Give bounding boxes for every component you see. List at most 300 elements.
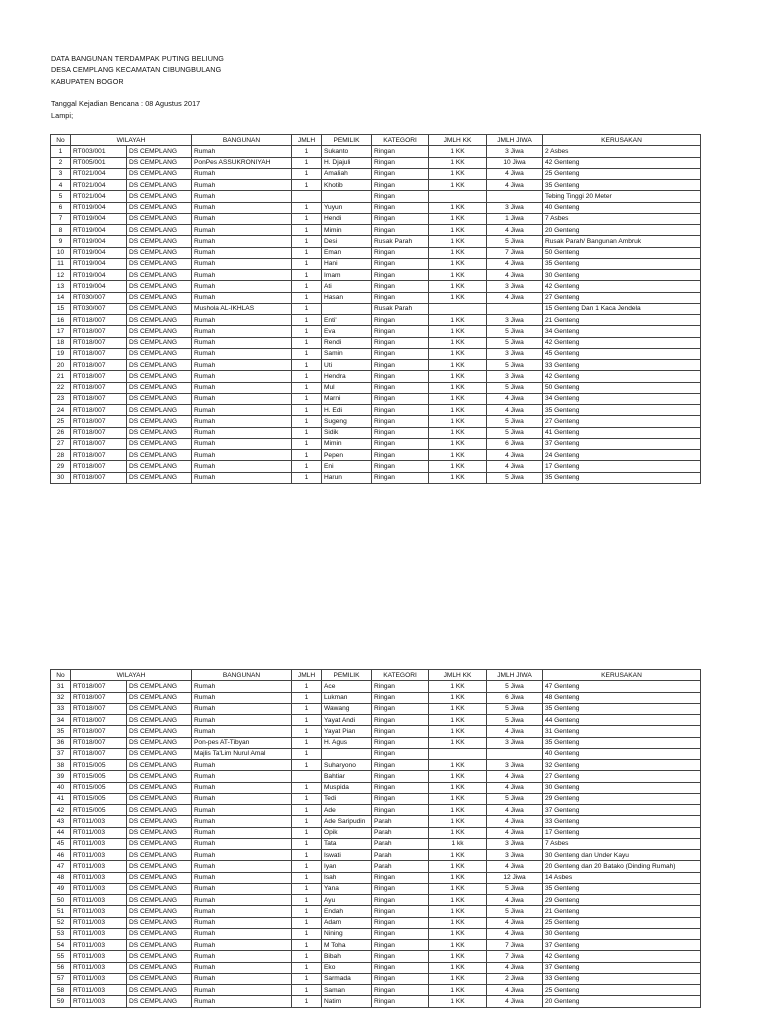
cell-jmlh-kk: 1 KK (429, 292, 487, 303)
cell-jmlh-kk: 1 KK (429, 928, 487, 939)
cell-desa: DS CEMPLANG (127, 850, 192, 861)
col-no: No (51, 670, 71, 681)
cell-pemilik: Marni (322, 393, 372, 404)
cell-desa: DS CEMPLANG (127, 337, 192, 348)
cell-kategori: Ringan (372, 270, 429, 281)
cell-kategori: Ringan (372, 681, 429, 692)
cell-kerusakan: 35 Genteng (543, 883, 701, 894)
table-row (51, 703, 701, 714)
cell-jmlh-kk: 1 KK (429, 816, 487, 827)
cell-jmlh-kk: 1 KK (429, 962, 487, 973)
cell-bangunan: Rumah (192, 703, 292, 714)
cell-no: 48 (51, 872, 71, 883)
cell-kerusakan: 33 Genteng (543, 973, 701, 984)
cell-pemilik: Yana (322, 883, 372, 894)
cell-desa: DS CEMPLANG (127, 940, 192, 951)
cell-kerusakan: 27 Genteng (543, 771, 701, 782)
cell-no: 10 (51, 247, 71, 258)
cell-desa: DS CEMPLANG (127, 793, 192, 804)
cell-desa: DS CEMPLANG (127, 438, 192, 449)
cell-no: 32 (51, 692, 71, 703)
cell-desa: DS CEMPLANG (127, 895, 192, 906)
table-row (51, 416, 701, 427)
cell-jmlh-kk: 1 KK (429, 337, 487, 348)
cell-no: 1 (51, 146, 71, 157)
cell-no: 34 (51, 715, 71, 726)
cell-rt-rw: RT018/007 (71, 715, 127, 726)
cell-pemilik: Tata (322, 838, 372, 849)
cell-rt-rw: RT011/003 (71, 940, 127, 951)
cell-kerusakan: 32 Genteng (543, 760, 701, 771)
cell-desa: DS CEMPLANG (127, 737, 192, 748)
cell-jmlh-jiwa: 4 Jiwa (487, 985, 543, 996)
cell-rt-rw: RT019/004 (71, 270, 127, 281)
cell-bangunan: Rumah (192, 472, 292, 483)
cell-kategori: Ringan (372, 281, 429, 292)
cell-desa: DS CEMPLANG (127, 838, 192, 849)
cell-rt-rw: RT011/003 (71, 951, 127, 962)
cell-bangunan: Rumah (192, 928, 292, 939)
cell-desa: DS CEMPLANG (127, 191, 192, 202)
cell-pemilik: Mul (322, 382, 372, 393)
cell-kategori: Rusak Parah (372, 303, 429, 314)
cell-rt-rw: RT018/007 (71, 371, 127, 382)
cell-desa: DS CEMPLANG (127, 827, 192, 838)
cell-jmlh: 1 (292, 962, 322, 973)
cell-no: 17 (51, 326, 71, 337)
cell-pemilik: Hendra (322, 371, 372, 382)
cell-kategori: Ringan (372, 962, 429, 973)
cell-jmlh-kk: 1 KK (429, 895, 487, 906)
cell-jmlh-jiwa: 7 Jiwa (487, 247, 543, 258)
cell-jmlh-kk: 1 KK (429, 146, 487, 157)
cell-jmlh-jiwa: 4 Jiwa (487, 805, 543, 816)
cell-desa: DS CEMPLANG (127, 782, 192, 793)
cell-rt-rw: RT019/004 (71, 281, 127, 292)
cell-kategori: Ringan (372, 225, 429, 236)
cell-pemilik: Ade Saripudin (322, 816, 372, 827)
cell-jmlh-kk: 1 KK (429, 270, 487, 281)
cell-jmlh: 1 (292, 692, 322, 703)
cell-pemilik: Mimin (322, 438, 372, 449)
cell-rt-rw: RT019/004 (71, 247, 127, 258)
cell-pemilik: Yayat Andi (322, 715, 372, 726)
cell-jmlh-kk: 1 KK (429, 737, 487, 748)
cell-pemilik (322, 303, 372, 314)
cell-bangunan: Rumah (192, 850, 292, 861)
cell-jmlh: 1 (292, 461, 322, 472)
cell-kategori: Ringan (372, 326, 429, 337)
cell-kategori: Ringan (372, 247, 429, 258)
cell-no: 40 (51, 782, 71, 793)
table-row (51, 281, 701, 292)
cell-kerusakan: 25 Genteng (543, 985, 701, 996)
cell-pemilik: Saman (322, 985, 372, 996)
cell-kategori: Ringan (372, 157, 429, 168)
cell-jmlh-jiwa: 6 Jiwa (487, 438, 543, 449)
cell-desa: DS CEMPLANG (127, 326, 192, 337)
cell-kategori: Ringan (372, 996, 429, 1007)
cell-no: 46 (51, 850, 71, 861)
cell-jmlh: 1 (292, 872, 322, 883)
cell-jmlh: 1 (292, 258, 322, 269)
cell-pemilik: Adam (322, 917, 372, 928)
cell-jmlh-kk: 1 KK (429, 427, 487, 438)
cell-kategori: Ringan (372, 348, 429, 359)
cell-desa: DS CEMPLANG (127, 303, 192, 314)
cell-jmlh: 1 (292, 883, 322, 894)
cell-jmlh-kk: 1 KK (429, 793, 487, 804)
cell-jmlh: 1 (292, 371, 322, 382)
table-row (51, 450, 701, 461)
col-jmlh-jiwa: JMLH JIWA (487, 135, 543, 146)
cell-jmlh-kk: 1 KK (429, 281, 487, 292)
cell-kategori: Ringan (372, 737, 429, 748)
cell-kerusakan: Rusak Parah/ Bangunan Ambruk (543, 236, 701, 247)
cell-kerusakan: 30 Genteng (543, 928, 701, 939)
cell-no: 35 (51, 726, 71, 737)
cell-jmlh-kk: 1 KK (429, 782, 487, 793)
cell-desa: DS CEMPLANG (127, 928, 192, 939)
cell-jmlh-jiwa: 5 Jiwa (487, 337, 543, 348)
cell-bangunan: Rumah (192, 258, 292, 269)
cell-jmlh-jiwa: 3 Jiwa (487, 737, 543, 748)
cell-rt-rw: RT011/003 (71, 838, 127, 849)
cell-kerusakan: 27 Genteng (543, 292, 701, 303)
cell-jmlh: 1 (292, 703, 322, 714)
cell-desa: DS CEMPLANG (127, 816, 192, 827)
cell-jmlh: 1 (292, 782, 322, 793)
cell-bangunan: Rumah (192, 827, 292, 838)
cell-rt-rw: RT011/003 (71, 861, 127, 872)
cell-rt-rw: RT011/003 (71, 883, 127, 894)
cell-jmlh: 1 (292, 393, 322, 404)
cell-bangunan: Rumah (192, 427, 292, 438)
cell-jmlh: 1 (292, 292, 322, 303)
cell-jmlh: 1 (292, 951, 322, 962)
cell-kerusakan: 7 Asbes (543, 838, 701, 849)
cell-jmlh-jiwa: 4 Jiwa (487, 168, 543, 179)
cell-jmlh-jiwa: 4 Jiwa (487, 461, 543, 472)
cell-jmlh: 1 (292, 438, 322, 449)
cell-kerusakan: 29 Genteng (543, 895, 701, 906)
cell-jmlh-kk: 1 KK (429, 771, 487, 782)
cell-jmlh: 1 (292, 861, 322, 872)
cell-bangunan: Rumah (192, 996, 292, 1007)
cell-jmlh: 1 (292, 715, 322, 726)
cell-jmlh-jiwa: 3 Jiwa (487, 315, 543, 326)
cell-jmlh-kk: 1 KK (429, 258, 487, 269)
cell-jmlh: 1 (292, 270, 322, 281)
cell-desa: DS CEMPLANG (127, 962, 192, 973)
table-row (51, 371, 701, 382)
cell-kategori: Ringan (372, 180, 429, 191)
cell-no: 54 (51, 940, 71, 951)
cell-rt-rw: RT015/005 (71, 782, 127, 793)
cell-desa: DS CEMPLANG (127, 985, 192, 996)
cell-no: 29 (51, 461, 71, 472)
cell-jmlh-jiwa: 3 Jiwa (487, 850, 543, 861)
cell-jmlh-kk: 1 KK (429, 692, 487, 703)
cell-no: 55 (51, 951, 71, 962)
cell-bangunan: Rumah (192, 247, 292, 258)
col-jmlh: JMLH (292, 670, 322, 681)
table-row (51, 748, 701, 759)
cell-jmlh-jiwa: 5 Jiwa (487, 427, 543, 438)
cell-no: 56 (51, 962, 71, 973)
cell-kerusakan: 35 Genteng (543, 405, 701, 416)
cell-rt-rw: RT011/003 (71, 973, 127, 984)
cell-desa: DS CEMPLANG (127, 906, 192, 917)
cell-pemilik: M Toha (322, 940, 372, 951)
table-row (51, 180, 701, 191)
cell-pemilik: Ade (322, 805, 372, 816)
cell-jmlh-jiwa: 5 Jiwa (487, 883, 543, 894)
cell-pemilik: Sukanto (322, 146, 372, 157)
table-row (51, 951, 701, 962)
cell-kerusakan: 17 Genteng (543, 461, 701, 472)
cell-bangunan: Rumah (192, 985, 292, 996)
cell-kategori: Ringan (372, 973, 429, 984)
cell-bangunan: Rumah (192, 782, 292, 793)
cell-jmlh-jiwa: 4 Jiwa (487, 225, 543, 236)
cell-no: 42 (51, 805, 71, 816)
cell-jmlh: 1 (292, 472, 322, 483)
cell-bangunan: Rumah (192, 940, 292, 951)
cell-jmlh: 1 (292, 146, 322, 157)
cell-kategori: Ringan (372, 771, 429, 782)
cell-desa: DS CEMPLANG (127, 360, 192, 371)
cell-no: 23 (51, 393, 71, 404)
cell-rt-rw: RT018/007 (71, 405, 127, 416)
cell-pemilik: Nining (322, 928, 372, 939)
table-row (51, 715, 701, 726)
cell-rt-rw: RT018/007 (71, 472, 127, 483)
cell-jmlh: 1 (292, 168, 322, 179)
cell-jmlh-jiwa: 4 Jiwa (487, 861, 543, 872)
cell-no: 33 (51, 703, 71, 714)
cell-bangunan: Rumah (192, 805, 292, 816)
cell-jmlh-jiwa: 5 Jiwa (487, 681, 543, 692)
cell-jmlh-jiwa: 5 Jiwa (487, 236, 543, 247)
cell-rt-rw: RT018/007 (71, 692, 127, 703)
title-line-2: DESA CEMPLANG KECAMATAN CIBUNGBULANG (51, 65, 222, 75)
cell-no: 7 (51, 213, 71, 224)
cell-pemilik: Endah (322, 906, 372, 917)
table-row (51, 337, 701, 348)
cell-kerusakan: 25 Genteng (543, 168, 701, 179)
cell-jmlh-jiwa: 5 Jiwa (487, 382, 543, 393)
cell-desa: DS CEMPLANG (127, 270, 192, 281)
table-row (51, 996, 701, 1007)
cell-bangunan: Rumah (192, 760, 292, 771)
cell-no: 15 (51, 303, 71, 314)
table-row (51, 973, 701, 984)
table-row (51, 906, 701, 917)
cell-kerusakan: 48 Genteng (543, 692, 701, 703)
cell-jmlh-kk: 1 KK (429, 405, 487, 416)
col-jmlh-kk: JMLH KK (429, 670, 487, 681)
cell-jmlh-kk (429, 748, 487, 759)
cell-rt-rw: RT018/007 (71, 416, 127, 427)
cell-desa: DS CEMPLANG (127, 973, 192, 984)
cell-no: 44 (51, 827, 71, 838)
cell-bangunan: Rumah (192, 872, 292, 883)
cell-jmlh-kk: 1 KK (429, 951, 487, 962)
cell-no: 5 (51, 191, 71, 202)
cell-jmlh-jiwa: 3 Jiwa (487, 281, 543, 292)
cell-kategori: Ringan (372, 393, 429, 404)
table-row (51, 985, 701, 996)
table-row (51, 928, 701, 939)
cell-no: 16 (51, 315, 71, 326)
cell-jmlh: 1 (292, 450, 322, 461)
cell-pemilik: H. Edi (322, 405, 372, 416)
cell-jmlh-kk: 1 KK (429, 715, 487, 726)
cell-kerusakan: 2 Asbes (543, 146, 701, 157)
cell-jmlh: 1 (292, 337, 322, 348)
cell-kategori: Ringan (372, 872, 429, 883)
cell-no: 12 (51, 270, 71, 281)
cell-jmlh: 1 (292, 348, 322, 359)
cell-jmlh: 1 (292, 996, 322, 1007)
cell-jmlh-jiwa: 7 Jiwa (487, 951, 543, 962)
cell-bangunan: Rumah (192, 281, 292, 292)
cell-jmlh-kk: 1 KK (429, 726, 487, 737)
cell-pemilik: Ati (322, 281, 372, 292)
cell-kerusakan: 37 Genteng (543, 438, 701, 449)
table-row (51, 827, 701, 838)
cell-bangunan: Rumah (192, 168, 292, 179)
cell-jmlh: 1 (292, 416, 322, 427)
cell-kategori: Parah (372, 850, 429, 861)
cell-no: 51 (51, 906, 71, 917)
cell-desa: DS CEMPLANG (127, 405, 192, 416)
cell-desa: DS CEMPLANG (127, 157, 192, 168)
cell-bangunan: Rumah (192, 438, 292, 449)
cell-kerusakan: 17 Genteng (543, 827, 701, 838)
cell-pemilik: Hasan (322, 292, 372, 303)
cell-kerusakan: 30 Genteng dan Under Kayu (543, 850, 701, 861)
cell-pemilik: Sarmada (322, 973, 372, 984)
cell-jmlh-jiwa: 4 Jiwa (487, 771, 543, 782)
cell-rt-rw: RT015/005 (71, 771, 127, 782)
table-row (51, 760, 701, 771)
cell-kerusakan: 21 Genteng (543, 315, 701, 326)
cell-jmlh-kk: 1 KK (429, 760, 487, 771)
cell-kerusakan: 35 Genteng (543, 180, 701, 191)
cell-kerusakan: 27 Genteng (543, 416, 701, 427)
cell-no: 8 (51, 225, 71, 236)
cell-kategori: Parah (372, 861, 429, 872)
cell-bangunan: Rumah (192, 416, 292, 427)
cell-jmlh-kk: 1 KK (429, 906, 487, 917)
cell-jmlh-jiwa: 1 Jiwa (487, 213, 543, 224)
cell-bangunan: Rumah (192, 450, 292, 461)
cell-jmlh (292, 771, 322, 782)
cell-jmlh-jiwa: 5 Jiwa (487, 326, 543, 337)
cell-kategori: Parah (372, 838, 429, 849)
cell-jmlh-kk: 1 KK (429, 202, 487, 213)
cell-kerusakan: 42 Genteng (543, 371, 701, 382)
cell-no: 31 (51, 681, 71, 692)
cell-jmlh-kk: 1 KK (429, 382, 487, 393)
attachment-label: Lampi; (51, 110, 74, 120)
table-row (51, 726, 701, 737)
cell-kerusakan: 50 Genteng (543, 382, 701, 393)
cell-kategori: Ringan (372, 202, 429, 213)
cell-kategori: Ringan (372, 805, 429, 816)
cell-bangunan: Rumah (192, 906, 292, 917)
cell-rt-rw: RT015/005 (71, 805, 127, 816)
cell-jmlh-jiwa: 4 Jiwa (487, 816, 543, 827)
cell-jmlh-kk: 1 KK (429, 472, 487, 483)
cell-bangunan: Rumah (192, 816, 292, 827)
cell-kategori: Ringan (372, 472, 429, 483)
cell-rt-rw: RT011/003 (71, 850, 127, 861)
cell-rt-rw: RT019/004 (71, 236, 127, 247)
cell-bangunan: Rumah (192, 270, 292, 281)
cell-rt-rw: RT011/003 (71, 827, 127, 838)
cell-desa: DS CEMPLANG (127, 748, 192, 759)
cell-rt-rw: RT018/007 (71, 360, 127, 371)
cell-kerusakan: 20 Genteng (543, 996, 701, 1007)
cell-rt-rw: RT018/007 (71, 427, 127, 438)
cell-kerusakan: 40 Genteng (543, 202, 701, 213)
cell-jmlh-kk: 1 KK (429, 393, 487, 404)
cell-desa: DS CEMPLANG (127, 225, 192, 236)
cell-rt-rw: RT018/007 (71, 748, 127, 759)
cell-jmlh-kk: 1 KK (429, 438, 487, 449)
cell-bangunan: Rumah (192, 771, 292, 782)
cell-kategori: Ringan (372, 760, 429, 771)
cell-jmlh-jiwa: 4 Jiwa (487, 782, 543, 793)
cell-kerusakan: 29 Genteng (543, 793, 701, 804)
cell-no: 57 (51, 973, 71, 984)
cell-desa: DS CEMPLANG (127, 760, 192, 771)
document-header (51, 53, 224, 121)
cell-bangunan: Rumah (192, 405, 292, 416)
cell-bangunan: Rumah (192, 895, 292, 906)
title-line-3: KABUPATEN BOGOR (51, 76, 124, 86)
cell-jmlh: 1 (292, 940, 322, 951)
cell-jmlh: 1 (292, 917, 322, 928)
cell-kategori: Ringan (372, 895, 429, 906)
cell-kerusakan: 42 Genteng (543, 951, 701, 962)
cell-pemilik: H. Agus (322, 737, 372, 748)
cell-jmlh-kk: 1 KK (429, 996, 487, 1007)
cell-bangunan: Rumah (192, 225, 292, 236)
table-row (51, 270, 701, 281)
cell-desa: DS CEMPLANG (127, 247, 192, 258)
cell-no: 43 (51, 816, 71, 827)
cell-desa: DS CEMPLANG (127, 996, 192, 1007)
cell-bangunan: Rumah (192, 917, 292, 928)
cell-pemilik: Iswati (322, 850, 372, 861)
table-row (51, 202, 701, 213)
cell-rt-rw: RT011/003 (71, 816, 127, 827)
cell-kategori: Ringan (372, 382, 429, 393)
cell-desa: DS CEMPLANG (127, 461, 192, 472)
cell-jmlh-kk: 1 KK (429, 883, 487, 894)
cell-kerusakan: 44 Genteng (543, 715, 701, 726)
cell-kerusakan: 33 Genteng (543, 360, 701, 371)
cell-jmlh-jiwa: 4 Jiwa (487, 292, 543, 303)
cell-rt-rw: RT018/007 (71, 450, 127, 461)
cell-jmlh-kk: 1 KK (429, 236, 487, 247)
cell-no: 50 (51, 895, 71, 906)
cell-jmlh: 1 (292, 985, 322, 996)
